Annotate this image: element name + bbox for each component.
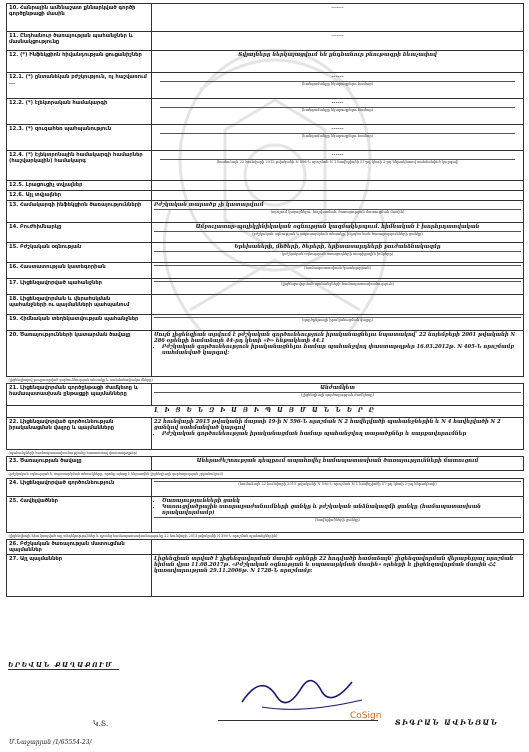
row-20-label: 20. Ծառայությունների կատարման ծավալը (7, 331, 152, 377)
conditions-title: Լ Ի Ց Ե Ն Զ Ի Ա Յ Ի Պ Ա Յ Մ Ա Ն Ն Ե Ր Ը (7, 406, 524, 418)
row-13-caption: (որոշում կայացնելու, հաշվառման, ծառայության մատուցման մասին) (154, 209, 521, 214)
row-12-2 (7, 99, 524, 125)
row-16-label: 16. Հաստատության կատեգորիան (7, 263, 152, 279)
row-10-value: ------- (152, 4, 524, 32)
row-27-value: Լիցենզիան տրված է լիցենզավորման մասին օրենքի 22 հոդվածի համաձայն՝ լիցենզավորման վերաբերյալ որոշման հիման վրա 11.08.2017թ. «Բժշկական օգնության և սպասարկման մասին» օրենքի և լիցենզավորման մասին ՀՀ կառավարության 29.11.2006թ. N 1728-Ն որոշմամբ: (152, 554, 524, 596)
row-12-5-value (152, 181, 524, 191)
caption-row-d (7, 532, 524, 539)
row-21-value: Անժամկետ (320, 385, 355, 392)
row-12-1-caption: (հանգամանքը նկարագրելու համար) (160, 81, 515, 86)
row-24 (7, 478, 524, 496)
row-25-bullet-1: • Ծառայությունների ցանկ (162, 498, 521, 504)
row-12-6-label: 12.6. Այլ տվյալներ (7, 191, 152, 201)
license-form-table (6, 3, 524, 597)
row-17 (7, 279, 524, 295)
row-12-2-caption: (հանգամանքը նկարագրելու համար) (160, 107, 515, 112)
row-12-2-value: ------ (331, 99, 344, 106)
row-21-caption: (լիցենզիայի գործողության ժամկետը) (154, 392, 521, 397)
row-12-value: Տվյալները ներկայացվում են ընդհանուր բնութագրի ձևաչափով (152, 51, 524, 73)
row-11 (7, 32, 524, 51)
row-27 (7, 554, 524, 596)
row-16 (7, 263, 524, 279)
row-24-label: 24. Լիցենզավորված գործունեություն (7, 478, 152, 496)
row-23-value: Անհրաժեշտության դեպքում ապահովել համապատասխան ծառայությունների մատուցում (152, 457, 524, 471)
row-26-value (152, 539, 524, 554)
city-label: ԵՐԵՎԱՆ ՔԱՂԱՔՈՒՄ (8, 661, 119, 670)
row-12-1 (7, 73, 524, 99)
row-15-label: 15. Բժշկական օգնության (7, 243, 152, 263)
row-12-3-value: ------ (331, 125, 344, 132)
signature-line (218, 720, 378, 721)
row-16-caption: (համապատասխան կատեգորիան) (154, 265, 521, 270)
row-26 (7, 539, 524, 554)
document-code: Մ.Նաջարյան /1/65554-23/ (9, 739, 92, 746)
row-14-value: Ամբուլատոր-պոլիկլինիկական օգնության կազմակերպում. հիմնական է խորհրդատվական (195, 224, 480, 230)
caption-c: (լիցենզիայի հետ կապված այլ տեղեկություններ և դրանց համապատասխանությունը 22 հունվարի 2015 թվականի N 596-Ն որոշման պահանջներին) (8, 533, 278, 538)
row-20-bullet: • Բժշկական գործունեություն իրականացնելու համար պահանջվող փաստաթղթեր 16.03.2012թ. N 405-Ն որոշմամբ սահմանված կարգով: (162, 344, 521, 356)
row-22-bullet: • Բժշկական գործունեության իրականացման համար պահանջվող տարածքներ և սարքավորումներ (162, 431, 521, 437)
row-12-label: 12. (*) Ինֆեկցիոն հիվանդության ցուցանիշներ (7, 51, 152, 73)
row-23 (7, 457, 524, 471)
row-12-3-caption: (հանգամանքը նկարագրելու համար) (160, 133, 515, 138)
row-10-label: 10. Հանրային ամենաշատ քննարկված գործի գործընթացի մասին (7, 4, 152, 32)
row-12-4-caption: (համաձայն 22 հունվարի 2015 թվականի N 596-Ն որոշման N 1 հավելվածի 57-րդ կետի 2-րդ ենթակետով սահմանված կարգով) (160, 159, 515, 164)
row-25-bullet-2: • Կառուցվածքային ստորաբաժանումների ցանկը և բժշկական անձնակազմի ցանկը (համապատասխան որակավորմամբ) (162, 504, 521, 516)
signer-name: ՏԻԳՐԱՆ ԱՎԻՆՅԱՆ (395, 718, 499, 727)
row-12-4-label: 12.4. (*) Էլեկտրոնային համակարգի համարներ (հաշվարկային) համակարգ (7, 151, 152, 181)
row-20-value: Սույն լիցենզիան տրվում է բժշկական գործունեություն իրականացնելու նպատակով՝ 22 նոյեմբերի 2001 թվականի N 286 օրենքի համաձայն 44-րդ կետի «Ի» ենթակետի 44.1 (154, 332, 516, 344)
row-22 (7, 418, 524, 450)
caption-row-a (7, 377, 524, 384)
row-18-label: 18. Լիցենզավորման և վերահսկման պահանջների ու պայմանների պահպանում (7, 295, 152, 315)
row-14 (7, 223, 524, 243)
row-15-caption: (բժշկական օգնություն ստացողների տարիքային խմբերը) (154, 251, 521, 256)
row-14-label: 14. Բուժհիմնարկը (7, 223, 152, 243)
row-22-value: 22 հունվարի 2015 թվականի մարտի 19-ի N 596-Ն որոշման N 2 հավելվածի պահանջներին և N 4 հավելվածի N 2 ցանկով սահմանված կարգով (154, 419, 501, 432)
seal-mark: Կ.Տ. (93, 720, 109, 728)
row-18 (7, 295, 524, 315)
row-21 (7, 384, 524, 406)
row-19 (7, 315, 524, 331)
row-22-caption: (պահանջների համապատասխանությունը հաստատող փաստաթղթեր) (8, 451, 138, 456)
row-12-1-value: ------ (331, 73, 344, 80)
row-25-label: 25. Հավելվածներ (7, 496, 152, 532)
row-12-6-value (152, 191, 524, 201)
row-13 (7, 201, 524, 223)
row-25-caption: (հավելվածների ցանկը) (154, 517, 521, 522)
row-17-caption: (լիցենզավորման պահանջների համապատասխանություն) (154, 281, 521, 286)
signature-image (232, 662, 382, 722)
row-10 (7, 4, 524, 32)
row-26-label: 26. Բժշկական ծառայության մատուցման պայմաններ (7, 539, 152, 554)
row-12-1-label: 12.1. (*) ընտանեկան բժշկություն, ոչ հաշվառում ... (7, 73, 152, 99)
cosign-logo: CoSign (350, 711, 382, 721)
row-19-caption: (գործընթացի իրականացման վայրը) (154, 317, 521, 322)
row-13-value: Բժշկական տարածք չի կատարվում (154, 202, 264, 208)
row-14-caption: (բժշկական օգնության և սպասարկման տեսակը, ինչպես նաև ծառայությունների ցանկը) (154, 231, 521, 236)
row-23-label: 23. Ծառայության ծավալը (7, 457, 152, 471)
row-12-6 (7, 191, 524, 201)
row-13-label: 13. Համակարգի ինֆեկցիոն ծառայությունների (7, 201, 152, 223)
row-18-value (152, 295, 524, 315)
row-17-label: 17. Լիցենզավորված պահանջներ (7, 279, 152, 295)
row-20 (7, 331, 524, 377)
row-27-label: 27. Այլ պայմաններ (7, 554, 152, 596)
row-12-3-label: 12.3. (*) զուգահեռ պահպանություն (7, 125, 152, 151)
row-12-3 (7, 125, 524, 151)
row-11-value: ------- (152, 32, 524, 51)
caption-row-c (7, 471, 524, 478)
caption-row-b (7, 450, 524, 457)
row-20-caption: (լիցենզիայով թույլատրված գործունեության տեսակը և սահմանափակումները) (8, 378, 153, 382)
row-12-2-label: 12.2. (*) էլեկտրական համակարգի (7, 99, 152, 125)
row-22-label: 22. Լիցենզավորված գործունեության իրականացման վայրը և պայմանները (7, 418, 152, 450)
row-24-caption: (համաձայն 22 հունվարի 2015 թվականի N 596-Ն որոշման N 1 հավելվածի 57-րդ կետի 2-րդ ենթակետի) (154, 481, 521, 486)
row-11-label: 11. Ընդհանուր ծառայության պահանջներ և մասնակցությունը (7, 32, 152, 51)
row-21-label: 21. Լիցենզավորման գործընթացի ժամկետը և համապատասխան ընթացքի պայմանները (7, 384, 152, 406)
row-15 (7, 243, 524, 263)
caption-a: (բժշկական օգնության և սպասարկման տեսակները, որոնք պետք է ներառվեն լիցենզիայի գործողության շրջանակում) (8, 472, 223, 477)
row-12-4-value: ------ (331, 151, 344, 158)
row-12-5-label: 12.5. Լրացուցիչ տվյալներ (7, 181, 152, 191)
row-12 (7, 51, 524, 73)
row-25 (7, 496, 524, 532)
row-12-4 (7, 151, 524, 181)
row-12-5 (7, 181, 524, 191)
row-15-value: Երեխաների, մեծերի, ծերերի, երիտասարդների բուժանձնակազմը (234, 244, 441, 250)
row-19-label: 19. Հիմնական տեղեկատվության պահանջներ (7, 315, 152, 331)
row-conditions-title (7, 406, 524, 418)
